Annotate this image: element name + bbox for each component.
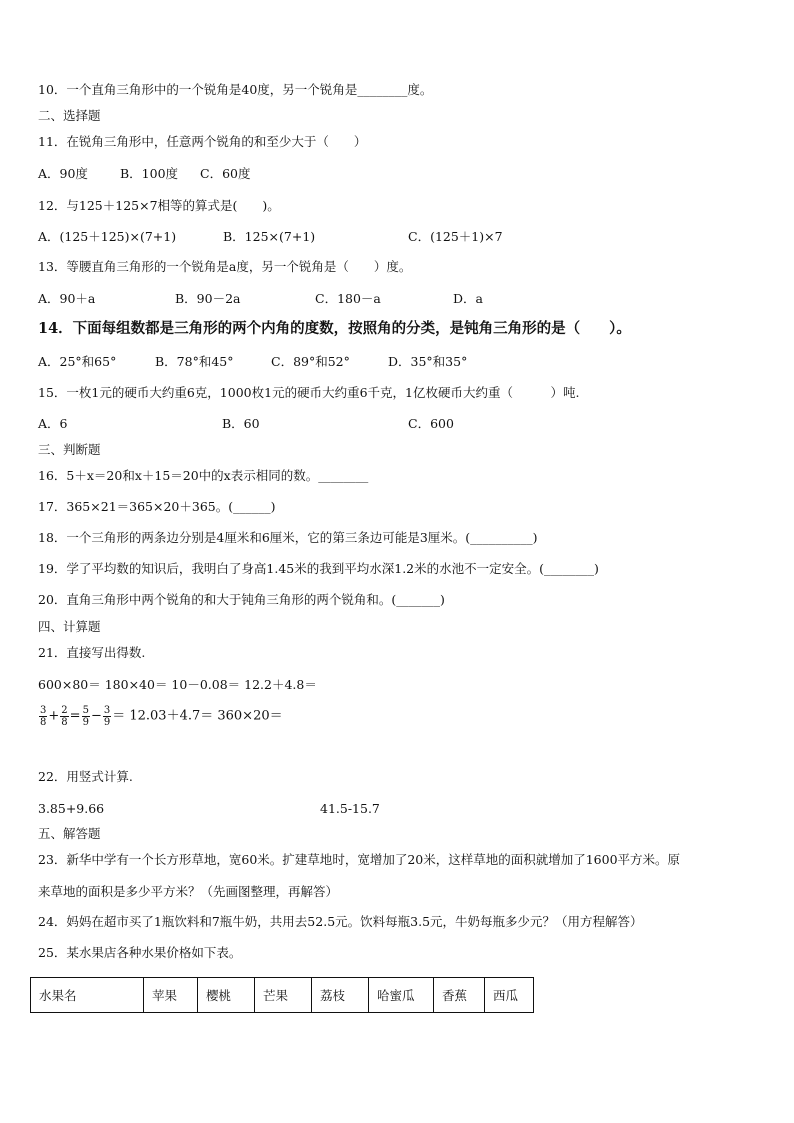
table-cell: 香蕉 [434, 978, 485, 1013]
question-20: 20．直角三角形中两个锐角的和大于钝角三角形的两个锐角和。(_______) [38, 592, 445, 607]
question-18: 18．一个三角形的两条边分别是4厘米和6厘米，它的第三条边可能是3厘米。(__________) [38, 530, 538, 545]
table-cell: 西瓜 [485, 978, 534, 1013]
question-12: 12．与125＋125×7相等的算式是( )。 [38, 198, 280, 213]
question-24: 24．妈妈在超市买了1瓶饮料和7瓶牛奶，共用去52.5元。饮料每瓶3.5元，牛奶每瓶多少元？（用方程解答） [38, 914, 643, 929]
question-22: 22．用竖式计算. [38, 769, 133, 784]
table-cell: 苹果 [144, 978, 198, 1013]
q15-option-c: C．600 [408, 416, 454, 431]
question-15: 15．一枚1元的硬币大约重6克，1000枚1元的硬币大约重6千克，1亿枚硬币大约重（ ）吨. [38, 385, 580, 400]
q11-option-a: A．90度 [38, 166, 88, 181]
q15-option-b: B．60 [222, 416, 260, 431]
section-heading-choice: 二、选择题 [38, 108, 101, 123]
q22-expression-a: 3.85+9.66 [38, 801, 105, 816]
q13-option-b: B．90－2a [175, 291, 241, 306]
fruit-price-table [30, 977, 534, 1013]
question-11: 11．在锐角三角形中，任意两个锐角的和至少大于（ ） [38, 134, 367, 149]
q15-option-a: A．6 [38, 416, 68, 431]
table-cell: 芒果 [255, 978, 312, 1013]
question-23-line-1: 23．新华中学有一个长方形草地，宽60米。扩建草地时，宽增加了20米，这样草地的面积就增加了1600平方米。原 [38, 852, 681, 867]
fraction-5-9: $\frac{5}{9}$ [82, 705, 89, 728]
q14-option-a: A．25°和65° [38, 354, 117, 369]
question-25: 25．某水果店各种水果价格如下表。 [38, 945, 242, 960]
q13-option-d: D．a [453, 291, 483, 306]
fraction-3-9: $\frac{3}{9}$ [103, 705, 111, 728]
q12-option-b: B．125×(7+1) [223, 229, 316, 244]
question-19: 19．学了平均数的知识后，我明白了身高1.45米的我到平均水深1.2米的水池不一定安全。(________) [38, 561, 599, 576]
q13-option-a: A．90＋a [38, 291, 96, 306]
question-10: 10．一个直角三角形中的一个锐角是40度，另一个锐角是________度。 [38, 82, 433, 97]
section-heading-calculation: 四、计算题 [38, 619, 101, 634]
q22-expression-b: 41.5-15.7 [320, 801, 380, 816]
fraction-2-8: $\frac{2}{8}$ [61, 705, 68, 728]
table-cell: 樱桃 [198, 978, 255, 1013]
table-row [31, 978, 534, 1013]
q21-row-1: 600×80＝ 180×40＝ 10－0.08＝ 12.2＋4.8＝ [38, 677, 317, 692]
question-17: 17．365×21＝365×20＋365。(______) [38, 499, 276, 514]
q13-option-c: C．180－a [315, 291, 381, 306]
question-14: 14．下面每组数都是三角形的两个内角的度数，按照角的分类，是钝角三角形的是（ ）。 [38, 320, 631, 337]
q14-option-d: D．35°和35° [388, 354, 468, 369]
table-cell: 哈蜜瓜 [369, 978, 434, 1013]
question-13: 13．等腰直角三角形的一个锐角是a度，另一个锐角是（ ）度。 [38, 259, 412, 274]
q11-option-b: B．100度 [120, 166, 179, 181]
q12-option-a: A．(125＋125)×(7+1) [38, 229, 177, 244]
table-cell: 水果名 [31, 978, 144, 1013]
table-cell: 荔枝 [312, 978, 369, 1013]
question-23-line-2: 来草地的面积是多少平方米？（先画图整理，再解答） [38, 884, 339, 899]
question-21: 21．直接写出得数. [38, 645, 146, 660]
q12-option-c: C．(125＋1)×7 [408, 229, 503, 244]
q14-option-c: C．89°和52° [271, 354, 350, 369]
question-16: 16．5＋x＝20和x＋15＝20中的x表示相同的数。________ [38, 468, 369, 483]
section-heading-judgement: 三、判断题 [38, 442, 101, 457]
section-heading-solve: 五、解答题 [38, 826, 101, 841]
q11-option-c: C．60度 [200, 166, 251, 181]
fraction-3-8: $\frac{3}{8}$ [40, 705, 47, 728]
q21-row-2: $\frac{3}{8}$ + $\frac{2}{8}$ = $\frac{5}{9}$ − $\frac{3}{9}$ ＝ 12.03＋4.7＝ 360×20＝ [40, 705, 283, 728]
q14-option-b: B．78°和45° [155, 354, 234, 369]
